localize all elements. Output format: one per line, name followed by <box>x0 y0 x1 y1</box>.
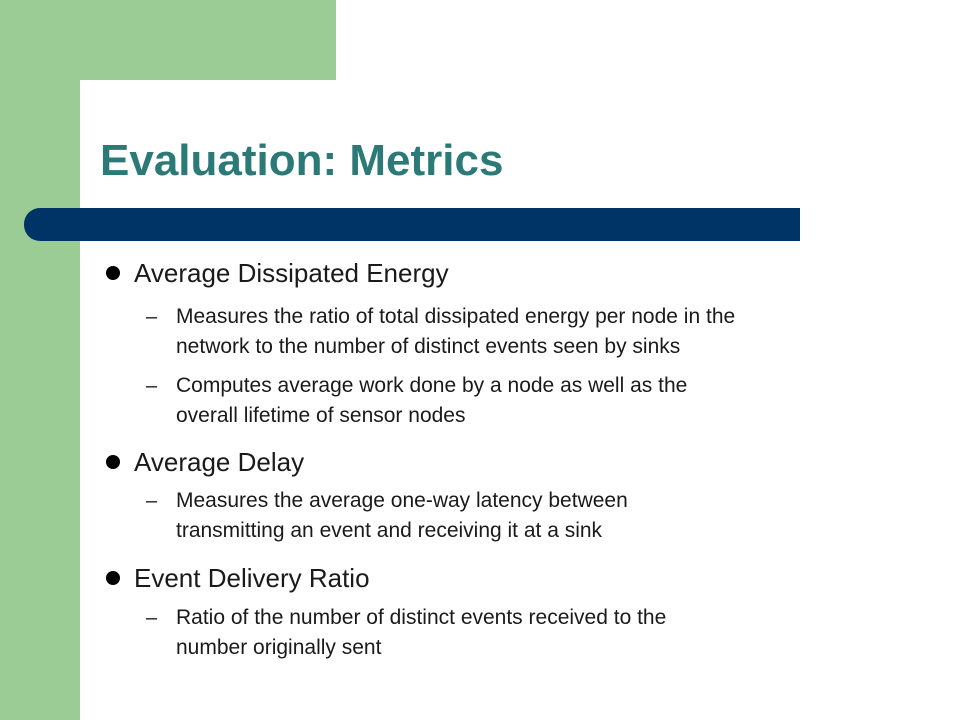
sub-bullet-line: Computes average work done by a node as well as the <box>176 374 688 397</box>
sub-bullet-line: transmitting an event and receiving it at a sink <box>176 519 603 542</box>
bullet-average-delay: Average Delay <box>134 447 305 477</box>
bullet-dot <box>106 455 120 469</box>
sub-bullet-line: Measures the ratio of total dissipated energy per node in the <box>176 305 736 328</box>
bullet-event-delivery-ratio: Event Delivery Ratio <box>134 563 370 593</box>
sub-bullet-line: overall lifetime of sensor nodes <box>176 404 466 427</box>
sub-bullet-line: Ratio of the number of distinct events received to the <box>176 606 667 629</box>
sub-bullet-dash: – <box>146 306 158 328</box>
sub-bullet-line: Measures the average one-way latency between <box>176 489 628 512</box>
bullet-dot <box>106 266 120 280</box>
bullet-dot <box>106 571 120 585</box>
sub-bullet-dash: – <box>146 490 158 512</box>
slide-title: Evaluation: Metrics <box>100 136 504 185</box>
sub-bullet-dash: – <box>146 607 158 629</box>
sub-bullet-dash: – <box>146 375 158 397</box>
bullet-average-dissipated-energy: Average Dissipated Energy <box>134 258 449 288</box>
sub-bullet-line: number originally sent <box>176 636 382 659</box>
sub-bullet-line: network to the number of distinct events seen by sinks <box>176 335 681 358</box>
